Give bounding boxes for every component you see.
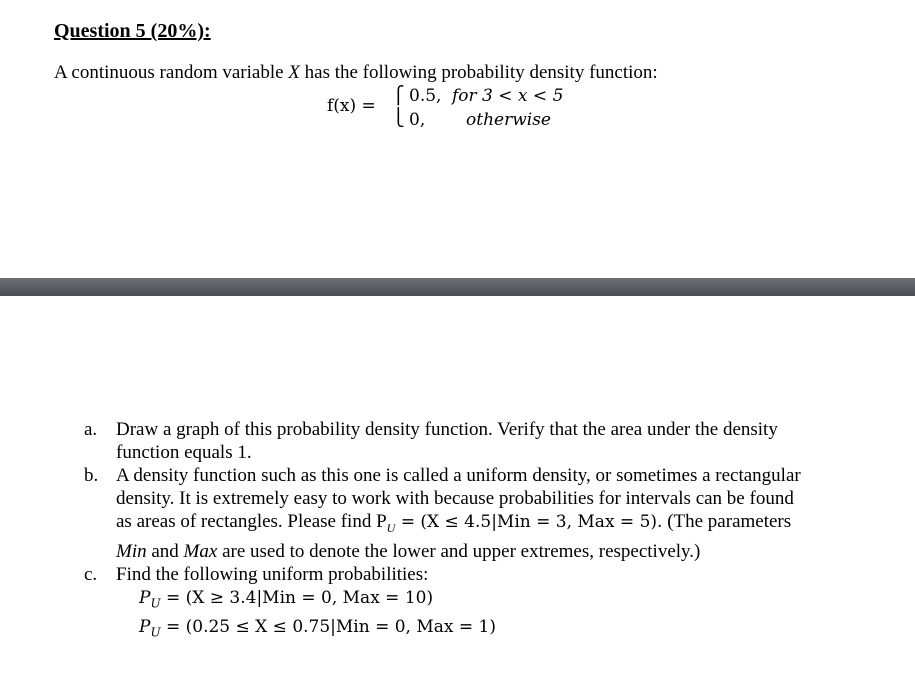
part-b-line3-after: (The parameters	[662, 511, 792, 532]
part-a-line2: function equals 1.	[116, 442, 252, 463]
pdf-brace-top: ⎧	[392, 86, 405, 106]
eq1-sub: U	[150, 596, 161, 611]
eq1-p: P	[139, 587, 151, 608]
pdf-brace-bottom: ⎩	[392, 108, 405, 128]
question-heading: Question 5 (20%):	[54, 20, 211, 42]
pdf-case1-condition: for 3 < x < 5	[452, 86, 564, 106]
part-c-equation-2	[84, 615, 844, 644]
part-c-line1: Find the following uniform probabilities:	[116, 563, 429, 585]
part-b-line1: A density function such as this one is called a uniform density, or sometimes a rectangular	[116, 465, 801, 486]
part-b-min: Min	[116, 540, 147, 562]
pdf-lhs: f(x) =	[327, 96, 376, 116]
part-b-line4	[116, 540, 844, 563]
page-divider	[0, 278, 915, 296]
eq1-rest: = (X ≥ 3.4|Min = 0, Max = 10)	[160, 587, 434, 608]
part-b-line3-text: as areas of rectangles. Please find P	[116, 511, 387, 532]
intro-text	[54, 62, 658, 84]
part-b	[84, 464, 844, 563]
intro-variable: X	[288, 62, 300, 83]
pdf-case2-condition: otherwise	[466, 110, 551, 130]
part-c-equation-1	[84, 586, 844, 615]
pdf-case2-value: 0,	[409, 110, 426, 130]
part-a-marker: a.	[84, 419, 98, 440]
eq2-rest: = (0.25 ≤ X ≤ 0.75|Min = 0, Max = 1)	[160, 617, 496, 638]
eq2-sub: U	[150, 625, 161, 640]
part-b-line4-rest: are used to denote the lower and upper extremes, respectively.)	[217, 540, 701, 562]
part-a-line1: Draw a graph of this probability density function. Verify that the area under the density	[116, 419, 778, 440]
part-b-and: and	[146, 540, 184, 562]
part-c-marker: c.	[84, 563, 98, 585]
part-c	[84, 563, 844, 586]
part-b-line2: density. It is extremely easy to work with because probabilities for intervals can be found	[116, 488, 794, 509]
intro-before: A continuous random variable	[54, 62, 289, 83]
part-b-line3	[116, 510, 844, 540]
part-b-marker: b.	[84, 465, 99, 486]
part-b-line3-sub: U	[386, 520, 396, 535]
question-parts-list	[84, 418, 844, 645]
pdf-case1-value: 0.5,	[409, 86, 442, 106]
intro-after: has the following probability density function:	[299, 62, 658, 83]
eq2-p: P	[139, 617, 151, 638]
part-a	[84, 418, 844, 464]
part-b-line3-math: = (X ≤ 4.5|Min = 3, Max = 5).	[395, 512, 663, 532]
part-b-max: Max	[183, 540, 218, 562]
